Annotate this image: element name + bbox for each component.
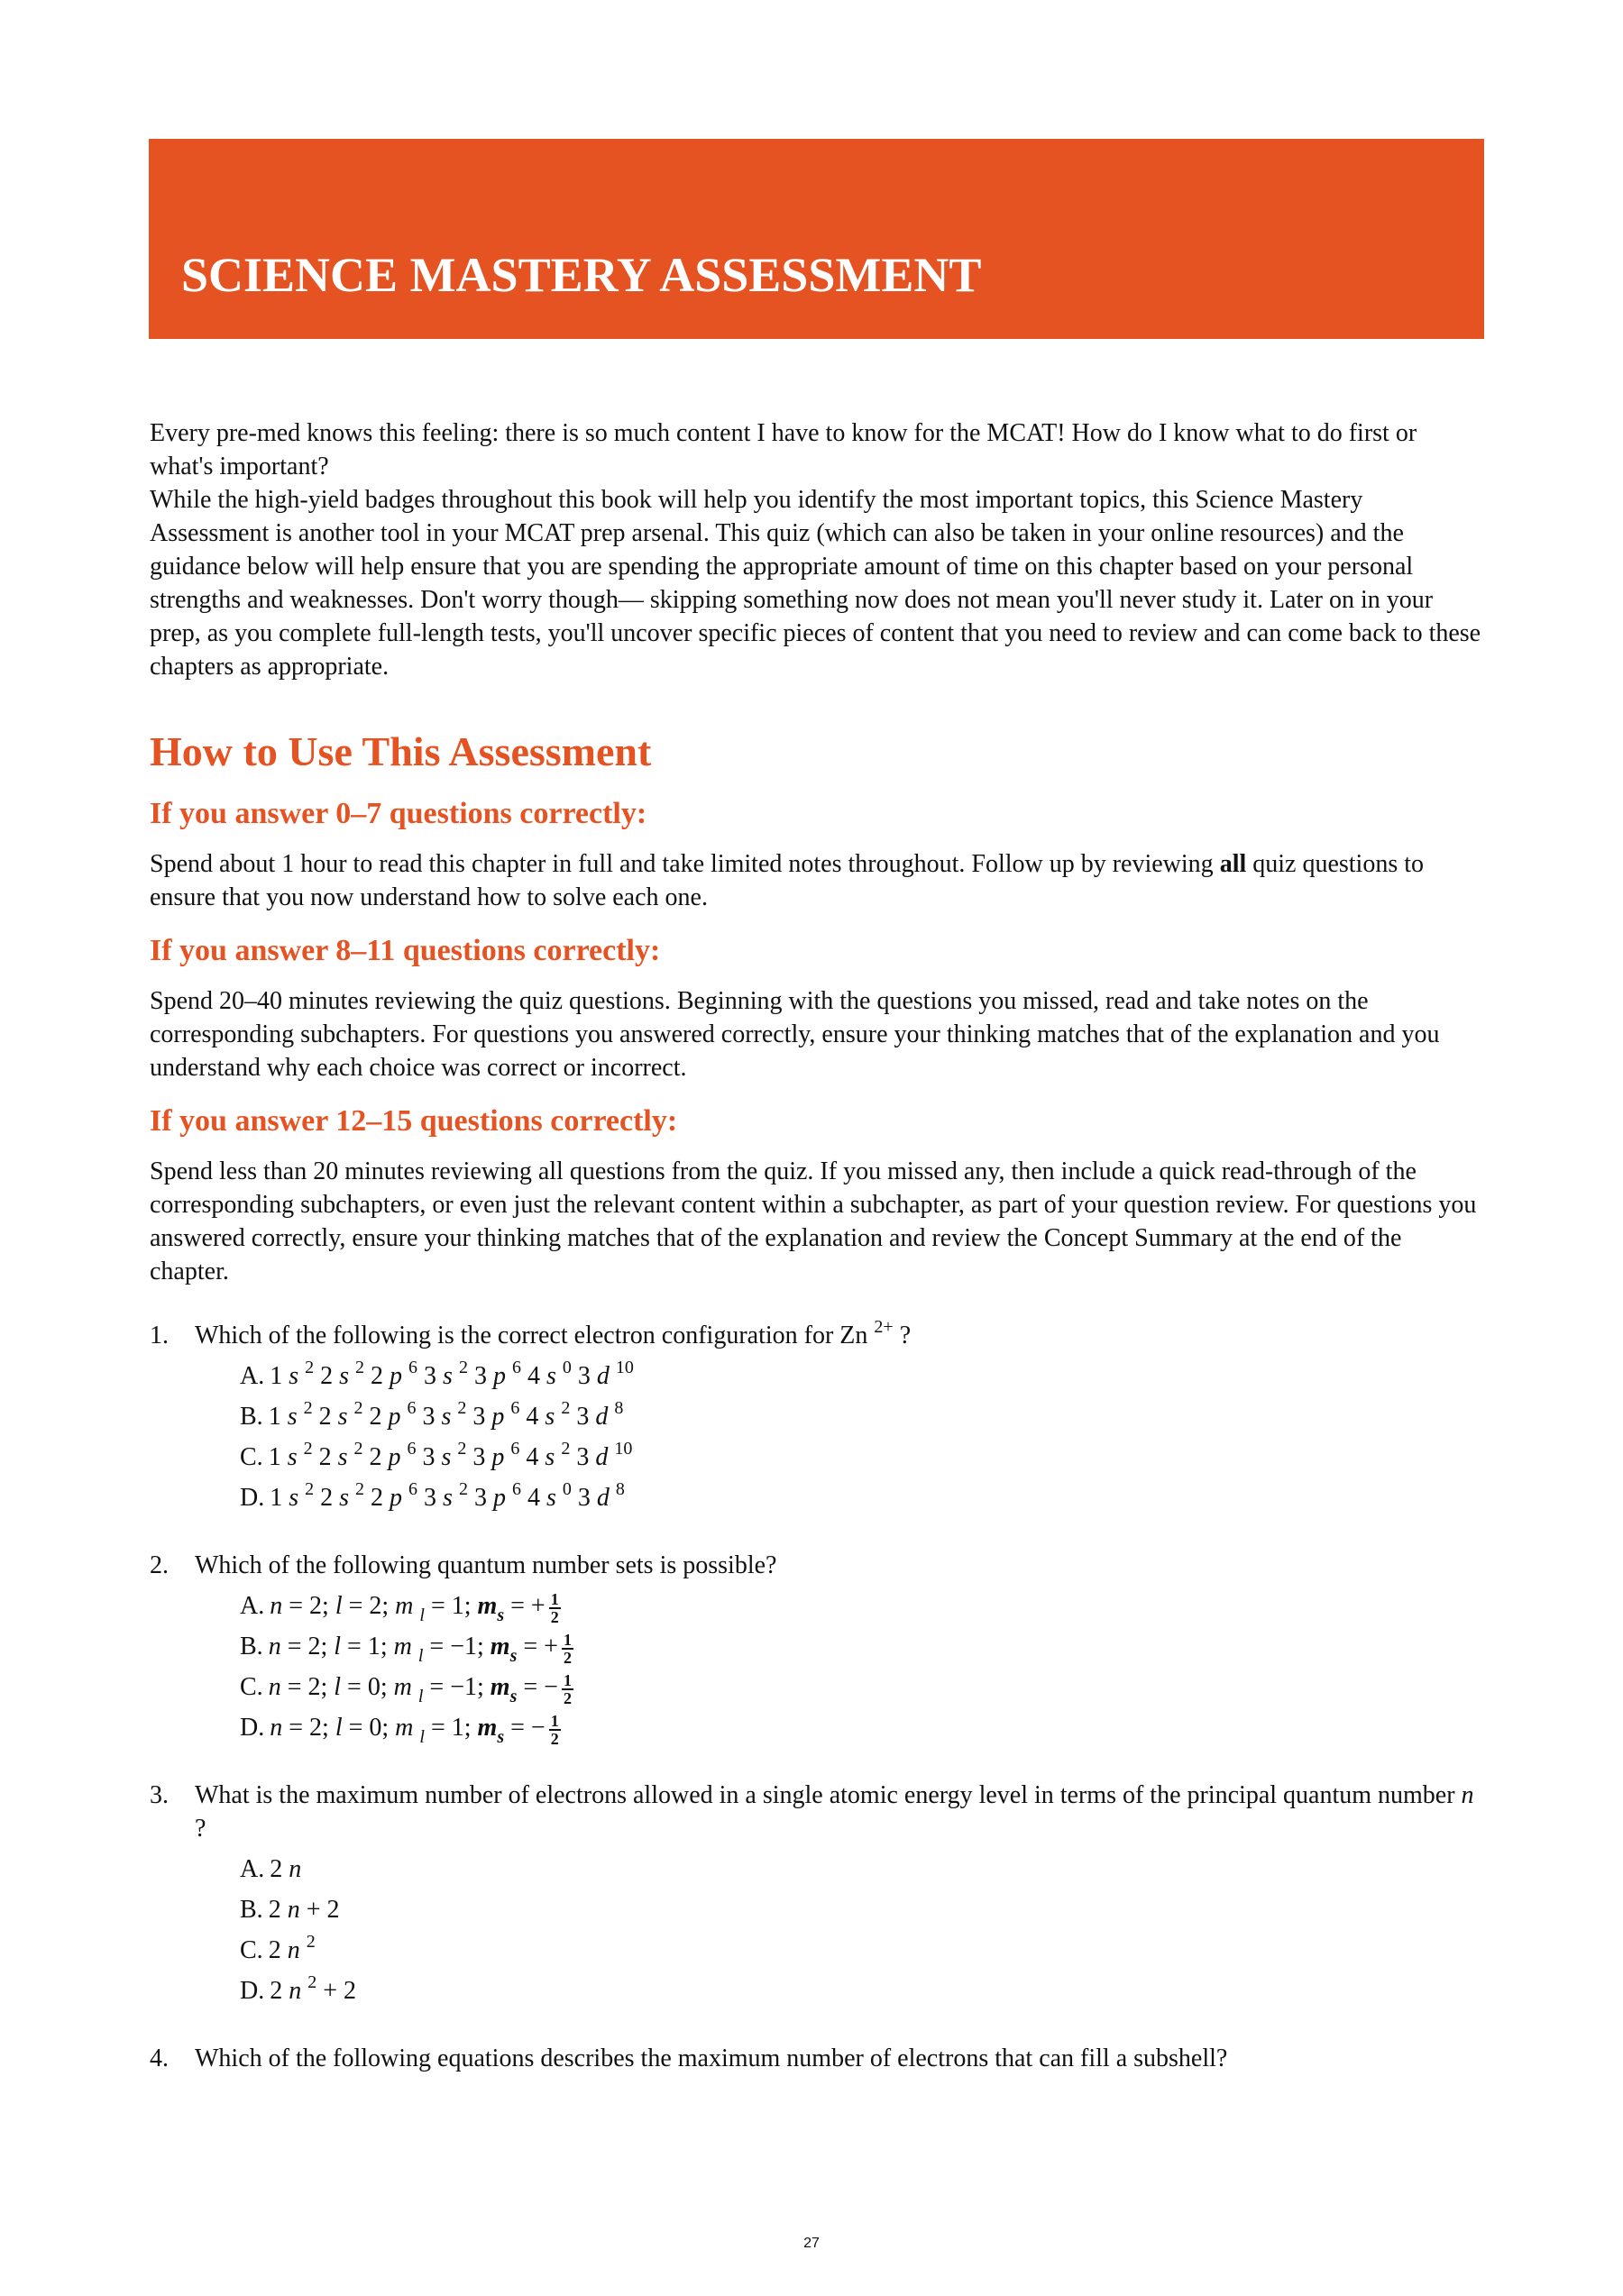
orbital-term: 3 p $^6$ xyxy=(473,1358,521,1390)
tier-text-8-11: Spend 20–40 minutes reviewing the quiz questions. Beginning with the questions you missed, read and take notes on the corresponding subchapters. For questions you answered correctly, ensure your thinking matches that of the explanation and you understand why each choice was correct or incorrect. xyxy=(150,987,1440,1082)
orbital-term: 3 s $^2$ xyxy=(422,1398,467,1431)
fraction-one-half: $\frac{1}{2}$ xyxy=(550,1711,559,1748)
chapter-banner xyxy=(149,139,1484,339)
orbital-term: 3 p $^6$ xyxy=(473,1479,521,1512)
orbital-term: 1 s $^2$ xyxy=(268,1439,313,1471)
orbital-term: 3 d $^8$ xyxy=(576,1398,624,1431)
orbital-term: 2 p $^6$ xyxy=(371,1358,418,1390)
question-stem: 2. Which of the following quantum number sets is possible? xyxy=(150,1551,777,1579)
orbital-term: 3 d $^8$ xyxy=(577,1479,625,1512)
section-heading-how-to-use: How to Use This Assessment xyxy=(150,728,652,774)
orbital-term: 2 s $^2$ xyxy=(320,1358,365,1390)
tier-heading-12-15: If you answer 12–15 questions correctly: xyxy=(150,1104,678,1138)
answer-choice-a[interactable]: A. 2 n xyxy=(240,1855,302,1883)
answer-choice-a[interactable]: A. 1 s $^2$ 2 s $^2$ 2 p $^6$ 3 s $^2$ 3 p $^6$ 4 s $^0$ 3 d $^{10}$ xyxy=(240,1358,634,1390)
question-stem: 4. Which of the following equations describes the maximum number of electrons that can fill a subshell? xyxy=(150,2044,1228,2072)
answer-choice-b[interactable]: B. 2 n + 2 xyxy=(240,1896,340,1924)
answer-choice-c[interactable]: C. 1 s $^2$ 2 s $^2$ 2 p $^6$ 3 s $^2$ 3 p $^6$ 4 s $^2$ 3 d $^{10}$ xyxy=(240,1439,633,1471)
answer-choice-a[interactable]: A. n = 2; l = 2; m $_l$ = 1; $m_s$ = + $\frac{1}{2}$ xyxy=(240,1589,559,1626)
answer-choices xyxy=(150,1356,1484,1518)
electron-configuration xyxy=(270,1479,625,1512)
orbital-term: 3 s $^2$ xyxy=(422,1439,467,1471)
fraction-one-half: $\frac{1}{2}$ xyxy=(563,1630,572,1667)
answer-choice-d[interactable]: D. 1 s $^2$ 2 s $^2$ 2 p $^6$ 3 s $^2$ 3 p $^6$ 4 s $^0$ 3 d $^8$ xyxy=(240,1479,625,1512)
orbital-term: 2 s $^2$ xyxy=(320,1479,365,1512)
answer-choices xyxy=(150,1849,1484,2011)
electron-configuration xyxy=(268,1398,624,1431)
orbital-term: 3 d $^{10}$ xyxy=(577,1358,634,1390)
question-stem: 1. Which of the following is the correct electron configuration for Zn $^{2+}$ ? xyxy=(150,1317,912,1349)
tier-text-0-7: Spend about 1 hour to read this chapter in full and take limited notes throughout. Follow up by reviewing all quiz questions to ensure that you now understand how to solve each one. xyxy=(150,850,1425,911)
orbital-term: 4 s $^0$ xyxy=(527,1358,572,1390)
orbital-term: 4 s $^0$ xyxy=(527,1479,572,1512)
electron-configuration xyxy=(270,1358,634,1390)
answer-choice-c[interactable]: C. n = 2; l = 0; m $_l$ = −1; $m_s$ = − $\frac{1}{2}$ xyxy=(240,1670,572,1707)
question-stem: 3. What is the maximum number of electrons allowed in a single atomic energy level in terms of the principal quantum number n ? xyxy=(150,1781,1474,1843)
page-content xyxy=(150,416,1484,2086)
orbital-term: 4 s $^2$ xyxy=(526,1439,571,1471)
orbital-term: 3 d $^{10}$ xyxy=(576,1439,633,1471)
page-number: 27 xyxy=(803,2236,820,2251)
orbital-term: 3 p $^6$ xyxy=(472,1398,520,1431)
fraction-one-half: $\frac{1}{2}$ xyxy=(563,1670,572,1707)
tier-heading-8-11: If you answer 8–11 questions correctly: xyxy=(150,934,661,967)
intro-paragraph-2: While the high-yield badges throughout this book will help you identify the most important topics, this Science Mastery Assessment is another tool in your MCAT prep arsenal. This quiz (which can also be taken in your online resources) and the guidance below will help ensure that you are spending the appropriate amount of time on this chapter based on your personal strengths and weaknesses. Don't worry though— skipping something now does not mean you'll never study it. Later on in your prep, as you complete full-length tests, you'll uncover specific pieces of content that you need to review and can come back to these chapters as appropriate. xyxy=(150,486,1481,681)
orbital-term: 2 s $^2$ xyxy=(318,1439,363,1471)
quiz-question-3 xyxy=(150,1779,1484,2011)
quiz-question-2 xyxy=(150,1549,1484,1748)
orbital-term: 3 s $^2$ xyxy=(424,1358,468,1390)
electron-configuration xyxy=(268,1439,633,1471)
orbital-term: 2 p $^6$ xyxy=(371,1479,418,1512)
answer-choice-c[interactable]: C. 2 n $^2$ xyxy=(240,1932,316,1964)
fraction-one-half: $\frac{1}{2}$ xyxy=(550,1589,559,1626)
answer-choice-b[interactable]: B. 1 s $^2$ 2 s $^2$ 2 p $^6$ 3 s $^2$ 3 p $^6$ 4 s $^2$ 3 d $^8$ xyxy=(240,1398,624,1431)
banner-title: SCIENCE MASTERY ASSESSMENT xyxy=(181,248,982,302)
answer-choice-d[interactable]: D. n = 2; l = 0; m $_l$ = 1; $m_s$ = − $\frac{1}{2}$ xyxy=(240,1711,559,1748)
orbital-term: 2 s $^2$ xyxy=(318,1398,363,1431)
orbital-term: 3 s $^2$ xyxy=(424,1479,468,1512)
orbital-term: 1 s $^2$ xyxy=(270,1358,315,1390)
orbital-term: 1 s $^2$ xyxy=(270,1479,315,1512)
orbital-term: 1 s $^2$ xyxy=(268,1398,313,1431)
emphasis-all: all xyxy=(1219,850,1247,878)
intro-paragraph-1: Every pre-med knows this feeling: there is so much content I have to know for the MCAT! How do I know what to do first or what's important? xyxy=(150,419,1417,480)
quiz-question-1 xyxy=(150,1319,1484,1518)
quiz-list xyxy=(150,1319,1484,2075)
quiz-question-4 xyxy=(150,2042,1484,2075)
orbital-term: 2 p $^6$ xyxy=(369,1439,417,1471)
tier-heading-0-7: If you answer 0–7 questions correctly: xyxy=(150,797,647,830)
orbital-term: 3 p $^6$ xyxy=(472,1439,520,1471)
orbital-term: 4 s $^2$ xyxy=(526,1398,571,1431)
answer-choices xyxy=(150,1586,1484,1748)
answer-choice-d[interactable]: D. 2 n $^2$ + 2 xyxy=(240,1972,357,2005)
tier-text-12-15: Spend less than 20 minutes reviewing all questions from the quiz. If you missed any, then include a quick read-through of the corresponding subchapters, or even just the relevant content within a subchapter, as part of your question review. For questions you answered correctly, ensure your thinking matches that of the explanation and review the Concept Summary at the end of the chapter. xyxy=(150,1157,1477,1285)
answer-choice-b[interactable]: B. n = 2; l = 1; m $_l$ = −1; $m_s$ = + $\frac{1}{2}$ xyxy=(240,1630,572,1667)
orbital-term: 2 p $^6$ xyxy=(369,1398,417,1431)
